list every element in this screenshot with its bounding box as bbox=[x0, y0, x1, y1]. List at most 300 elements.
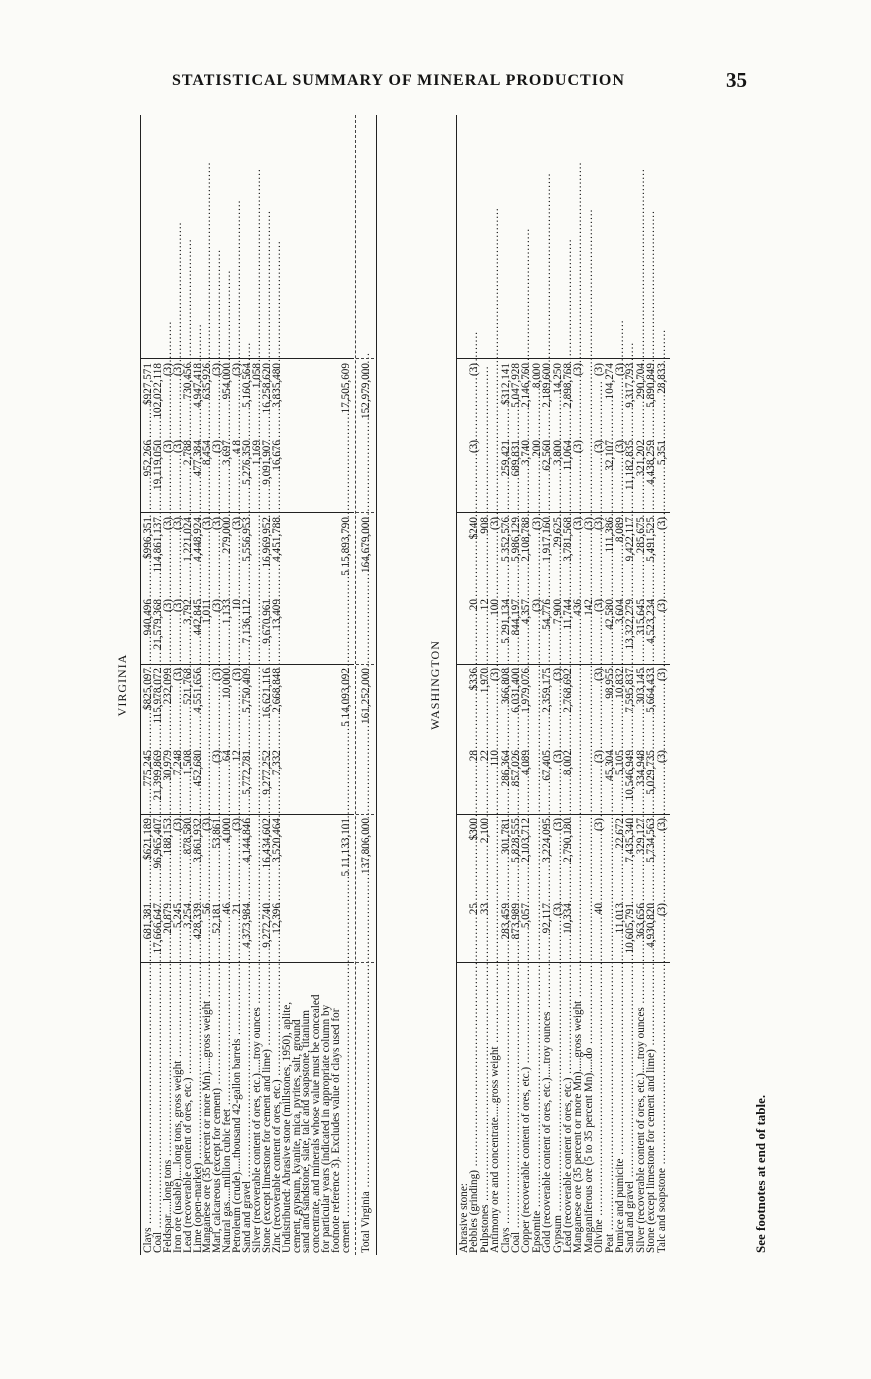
washington-cell: 857,026 bbox=[510, 750, 522, 787]
column-rule bbox=[356, 664, 374, 665]
virginia-cell: 10,000 bbox=[221, 668, 234, 699]
washington-cell: (3) bbox=[572, 517, 585, 531]
virginia-cell: 13,409 bbox=[270, 599, 283, 630]
washington-cell: (3) bbox=[593, 599, 606, 613]
washington-row-label: Pulpstones ..... bbox=[481, 963, 491, 1253]
washington-cell: 5 352,576 bbox=[499, 517, 512, 562]
washington-cell: (3) bbox=[593, 750, 606, 764]
virginia-row-label: Petroleum (crude).....thousand 42-gallon barrels ..... bbox=[233, 963, 243, 1253]
washington-cell: 100 bbox=[489, 599, 502, 616]
virginia-row-label: Silver (recoverable content of ores, etc.).....troy ounces ..... bbox=[253, 963, 263, 1253]
column-rule bbox=[140, 962, 354, 963]
column-rule bbox=[140, 512, 354, 513]
washington-cell: $300 bbox=[468, 818, 481, 841]
virginia-cell: 21,579,368 bbox=[151, 599, 164, 650]
virginia-total-row-label: Total Virginia ..... bbox=[362, 963, 372, 1253]
washington-cell: 259,421 bbox=[499, 440, 512, 477]
virginia-cell: 878,580 bbox=[181, 818, 194, 855]
virginia-cell: 52,181 bbox=[211, 903, 224, 934]
virginia-undistributed-row-label: for particular years (indicated in appropriate column by bbox=[320, 1004, 333, 1253]
virginia-total-cell: 152,979,000 bbox=[359, 363, 372, 419]
virginia-cell: 16,621,116 bbox=[260, 668, 273, 718]
virginia-cell: 5,245 bbox=[171, 903, 184, 929]
virginia-cell: 114,861,137 bbox=[151, 517, 164, 573]
washington-cell: 2,898,768 bbox=[562, 363, 574, 408]
virginia-undistributed-row-label: Undistributed: Abrasive stone (millstones, 1950), aplite, bbox=[280, 1001, 293, 1253]
virginia-undistributed-row-label: footnote reference 3). Excludes value of clays used for bbox=[330, 1008, 343, 1253]
virginia-cell: (3) bbox=[171, 599, 184, 613]
column-rule bbox=[456, 664, 670, 665]
virginia-cell: (3) bbox=[231, 517, 244, 531]
virginia-undistributed-cell: 17,505,609 bbox=[340, 363, 352, 414]
column-rule bbox=[456, 512, 670, 513]
virginia-cell: 16,434,602 bbox=[260, 818, 273, 869]
virginia-cell: 954,000 bbox=[221, 363, 234, 400]
washington-cell: 9,317,793 bbox=[624, 363, 637, 408]
washington-cell: 5,890,849 bbox=[645, 363, 658, 408]
virginia-cell: 17,666,647 bbox=[151, 903, 164, 954]
washington-cell: 29,625 bbox=[551, 517, 564, 548]
washington-cell: (3) bbox=[530, 517, 543, 531]
washington-cell: (3) bbox=[655, 599, 668, 613]
virginia-undistributed-row bbox=[342, 115, 352, 1255]
washington-cell: 5,664,433 bbox=[645, 668, 658, 713]
virginia-cell: 1,011 bbox=[201, 599, 214, 624]
virginia-cell: 5,276,350 bbox=[241, 440, 253, 485]
washington-cell: 3,224,095 bbox=[541, 818, 554, 863]
washington-cell: 2,189,600 bbox=[541, 363, 554, 408]
virginia-row-label: Natural gas.....million cubic feet ..... bbox=[223, 963, 233, 1253]
washington-cell: 1,970 bbox=[478, 668, 491, 694]
washington-cell: 110 bbox=[489, 750, 502, 767]
virginia-cell: 521,768 bbox=[181, 668, 194, 705]
virginia-cell: 1,133 bbox=[221, 599, 234, 625]
washington-row-label: Gold (recoverable content of ores, etc.).....troy ounces ..... bbox=[543, 963, 553, 1253]
washington-cell: 2,790,180 bbox=[562, 818, 574, 863]
washington-row bbox=[655, 115, 668, 1255]
washington-cell: 5 291,134 bbox=[499, 599, 512, 644]
virginia-row-label: Sand and gravel ..... bbox=[243, 963, 253, 1253]
washington-row-label: Lead (recoverable content of ores, etc.) ..... bbox=[564, 963, 574, 1253]
washington-cell: (3) bbox=[593, 440, 606, 454]
virginia-cell: 4 8 bbox=[231, 440, 244, 454]
washington-cell: 11,064 bbox=[562, 440, 574, 471]
column-rule bbox=[140, 358, 354, 359]
virginia-cell: 12,396 bbox=[270, 903, 283, 934]
washington-cell: 366,808 bbox=[499, 668, 512, 705]
column-rule bbox=[456, 962, 670, 963]
washington-cell: 873,989 bbox=[510, 903, 522, 940]
virginia-cell: 4,448,924 bbox=[191, 517, 204, 562]
washington-row-label: Gypsum ..... bbox=[554, 963, 564, 1253]
virginia-cell: 279,000 bbox=[221, 517, 234, 554]
washington-row-label: Peat ..... bbox=[606, 963, 616, 1253]
virginia-cell: 10 bbox=[231, 599, 244, 611]
virginia-cell: $825,097 bbox=[142, 668, 154, 710]
washington-cell: 5,105 bbox=[614, 750, 626, 776]
page-header bbox=[0, 68, 871, 96]
virginia-cell: 1,058 bbox=[250, 363, 263, 389]
virginia-cell: 5,750,409 bbox=[241, 668, 253, 713]
washington-cell: (3) bbox=[489, 668, 502, 682]
washington-cell: 3,604 bbox=[614, 599, 626, 625]
virginia-cell: 7,136,112 bbox=[241, 599, 253, 644]
virginia-cell: 4,551,656 bbox=[191, 668, 204, 713]
virginia-undistributed-row-label: cement ..... bbox=[342, 963, 352, 1253]
washington-row-label: Olivine ..... bbox=[595, 963, 605, 1253]
virginia-cell: 3,861,932 bbox=[191, 818, 204, 863]
virginia-table bbox=[140, 115, 420, 1255]
virginia-cell: $927,571 bbox=[142, 363, 154, 405]
virginia-cell: 1,169 bbox=[250, 440, 263, 466]
washington-row-label: Copper (recoverable content of ores, etc.) ..... bbox=[522, 963, 532, 1253]
washington-title: WASHINGTON bbox=[428, 640, 442, 730]
virginia-cell: 5,556,953 bbox=[241, 517, 253, 562]
washington-cell: 20 bbox=[468, 599, 481, 611]
washington-cell: 142 bbox=[582, 599, 595, 616]
virginia-cell: (3) bbox=[211, 363, 224, 377]
washington-cell: 12 bbox=[478, 599, 491, 611]
washington-cell: 5,047,928 bbox=[510, 363, 522, 408]
washington-cell: 67,405 bbox=[541, 750, 554, 781]
washington-cell: 7,900 bbox=[551, 599, 564, 625]
washington-cell: 14,250 bbox=[551, 363, 564, 394]
virginia-cell: 7,332 bbox=[270, 750, 283, 776]
washington-cell: 436 bbox=[572, 599, 585, 616]
virginia-cell: 4,144,846 bbox=[241, 818, 253, 863]
washington-cell: 11,744 bbox=[562, 599, 574, 630]
washington-cell: 5,057 bbox=[520, 903, 533, 929]
washington-cell: $240 bbox=[468, 517, 481, 540]
virginia-cell: 9,277,252 bbox=[260, 750, 273, 795]
virginia-total-cell: 164,679,000 bbox=[359, 517, 372, 573]
virginia-cell: 96,965,407 bbox=[151, 818, 164, 869]
washington-cell: 4,357 bbox=[520, 599, 533, 625]
virginia-cell: (3) bbox=[201, 818, 214, 832]
virginia-cell: $996,351 bbox=[142, 517, 154, 559]
washington-cell: 334,948 bbox=[634, 750, 647, 787]
washington-cell: 22,672 bbox=[614, 818, 626, 849]
washington-cell: 10,605,791 bbox=[624, 903, 637, 954]
washington-cell: 285,675 bbox=[634, 517, 647, 554]
washington-cell: 5,029,735 bbox=[645, 750, 658, 795]
washington-cell: 92,117 bbox=[541, 903, 554, 934]
washington-cell: 689,831 bbox=[510, 440, 522, 477]
washington-cell: 22 bbox=[478, 750, 491, 762]
washington-cell: 301,781 bbox=[499, 818, 512, 855]
washington-cell: 3,740 bbox=[520, 440, 533, 466]
column-rule bbox=[356, 814, 374, 815]
washington-cell: 8,002 bbox=[562, 750, 574, 776]
washington-cell: 25 bbox=[468, 903, 481, 915]
virginia-cell: 16,676 bbox=[270, 440, 283, 471]
washington-row-label: Clays ..... bbox=[502, 963, 512, 1253]
virginia-cell: 681,381 bbox=[142, 903, 154, 940]
running-title: STATISTICAL SUMMARY OF MINERAL PRODUCTION bbox=[172, 72, 625, 89]
virginia-cell: 9,272,740 bbox=[260, 903, 273, 948]
virginia-cell: 4,947,418 bbox=[191, 363, 204, 408]
virginia-row-label: Stone (except limestone for cement and lime) ..... bbox=[263, 963, 273, 1253]
washington-cell: (3) bbox=[572, 440, 585, 454]
washington-cell: 1,917,160 bbox=[541, 517, 554, 562]
virginia-total-cell: 161,252,000 bbox=[359, 668, 372, 724]
virginia-cell: (3) bbox=[211, 750, 224, 764]
washington-cell: 3,781,568 bbox=[562, 517, 574, 562]
rotated-table bbox=[104, 115, 754, 1255]
virginia-cell: (3) bbox=[201, 517, 214, 531]
virginia-cell: 9,670,961 bbox=[260, 599, 273, 644]
virginia-cell: 940,496 bbox=[142, 599, 154, 636]
virginia-cell: (3) bbox=[171, 363, 184, 377]
washington-cell: (3) bbox=[614, 440, 626, 454]
washington-row-label: Silver (recoverable content of ores, etc.).....troy ounces ..... bbox=[637, 963, 647, 1253]
virginia-cell: (3) bbox=[161, 517, 174, 531]
virginia-cell: (3) bbox=[171, 818, 184, 832]
virginia-cell: (3) bbox=[211, 440, 224, 454]
column-rule bbox=[140, 814, 354, 815]
washington-cell: 908 bbox=[478, 517, 491, 534]
column-rule bbox=[456, 358, 670, 359]
washington-cell: 5,734,563 bbox=[645, 818, 658, 863]
washington-cell: (3) bbox=[551, 750, 564, 764]
virginia-cell: 3,254 bbox=[181, 903, 194, 929]
washington-cell: 9,422,117 bbox=[624, 517, 637, 562]
column-rule bbox=[356, 962, 374, 963]
virginia-row-label: Marl, calcareous (except for cement) ..... bbox=[213, 963, 223, 1253]
page-number: 35 bbox=[726, 68, 747, 92]
washington-row-label: Manganiferous ore (5 to 35 percent Mn).....do ..... bbox=[585, 963, 595, 1253]
washington-row-label: Stone (except limestone for cement and lime) ..... bbox=[647, 963, 657, 1253]
virginia-undistributed-cell: 5 15,893,790 bbox=[340, 517, 352, 576]
washington-cell: 286,364 bbox=[499, 750, 512, 787]
virginia-row-label: Lime (open-market) ..... bbox=[194, 963, 204, 1253]
row-rule bbox=[456, 115, 457, 1255]
virginia-cell: (3) bbox=[211, 517, 224, 531]
virginia-cell: (3) bbox=[171, 668, 184, 682]
virginia-row-label: Iron ore (usable).....long tons, gross weight ..... bbox=[174, 963, 184, 1253]
virginia-cell: 4,000 bbox=[221, 818, 234, 844]
washington-cell: 2,108,788 bbox=[520, 517, 533, 562]
footnote-text: See footnotes at end of table. bbox=[753, 1094, 768, 1253]
washington-cell: 42,580 bbox=[603, 599, 616, 630]
washington-cell: 11,013 bbox=[614, 903, 626, 934]
virginia-cell: (3) bbox=[211, 599, 224, 613]
washington-cell: 2,103,712 bbox=[520, 818, 533, 863]
virginia-row-label: Coal ..... bbox=[154, 963, 164, 1253]
washington-cell: 4,523,234 bbox=[645, 599, 658, 644]
virginia-cell: 102,022,118 bbox=[151, 363, 164, 419]
virginia-cell: 64 bbox=[221, 750, 234, 762]
virginia-cell: 188,153 bbox=[161, 818, 174, 855]
virginia-cell: 428,339 bbox=[191, 903, 204, 940]
row-rule bbox=[355, 115, 356, 1255]
washington-cell: 5,351 bbox=[655, 440, 668, 466]
virginia-row-label: Clays ..... bbox=[144, 963, 154, 1253]
virginia-cell: 5,160,564 bbox=[241, 363, 253, 408]
virginia-cell: 3,792 bbox=[181, 599, 194, 625]
virginia-title: VIRGINIA bbox=[115, 653, 129, 717]
virginia-cell: 775,245 bbox=[142, 750, 154, 787]
column-rule bbox=[456, 814, 670, 815]
washington-cell: 10,546,949 bbox=[624, 750, 637, 801]
washington-cell: 3,800 bbox=[551, 440, 564, 466]
washington-cell: 54,776 bbox=[541, 599, 554, 630]
washington-cell: (3) bbox=[593, 668, 606, 682]
virginia-cell: 477,384 bbox=[191, 440, 204, 477]
washington-cell: 4,930,820 bbox=[645, 903, 658, 948]
row-rule bbox=[140, 115, 141, 1255]
washington-cell: 7,595,837 bbox=[624, 668, 637, 713]
virginia-cell: 3,697 bbox=[221, 440, 234, 466]
washington-row-label: Pumice and pumicite ..... bbox=[616, 963, 626, 1253]
washington-cell: 8,089 bbox=[614, 517, 626, 543]
washington-row-label: Epsomite ..... bbox=[533, 963, 543, 1253]
washington-cell: 5,828,555 bbox=[510, 818, 522, 863]
washington-cell: 40 bbox=[593, 903, 606, 915]
washington-cell: (3) bbox=[655, 818, 668, 832]
washington-row-label: Coal ..... bbox=[512, 963, 522, 1253]
washington-cell: 2,100 bbox=[478, 818, 491, 844]
virginia-cell: 19,119,050 bbox=[151, 440, 164, 490]
virginia-undistributed-row-label: sand and sandstone, slate, talc and soapstone, titanium bbox=[300, 1010, 313, 1253]
washington-cell: 2,146,760 bbox=[520, 363, 533, 408]
washington-cell: 4,438,259 bbox=[645, 440, 658, 485]
washington-cell: (3) bbox=[655, 750, 668, 764]
washington-row-label: Abrasive stone: bbox=[458, 1183, 470, 1253]
washington-cell: 2,359,175 bbox=[541, 668, 554, 713]
virginia-undistributed-cell: 5 14,093,092 bbox=[340, 668, 352, 727]
column-rule bbox=[140, 664, 354, 665]
washington-cell: (3) bbox=[468, 440, 481, 454]
virginia-cell: 1,221,024 bbox=[181, 517, 194, 562]
virginia-cell: 4,373,984 bbox=[241, 903, 253, 948]
virginia-cell: 2,668,848 bbox=[270, 668, 283, 713]
virginia-cell: (3) bbox=[231, 818, 244, 832]
washington-cell: (3) bbox=[530, 599, 543, 613]
washington-cell: 321,202 bbox=[634, 440, 647, 477]
virginia-cell: 7,248 bbox=[171, 750, 184, 776]
virginia-cell: 8,454 bbox=[201, 440, 214, 466]
washington-cell: 11,182,835 bbox=[624, 440, 637, 490]
virginia-cell: 452,680 bbox=[191, 750, 204, 787]
virginia-cell: 115,978,072 bbox=[151, 668, 164, 724]
washington-cell: 4,089 bbox=[520, 750, 533, 776]
washington-cell: $312,141 bbox=[499, 363, 512, 405]
virginia-cell: 730,456 bbox=[181, 363, 194, 400]
washington-cell: (3) bbox=[572, 363, 585, 377]
washington-cell: 2,768,692 bbox=[562, 668, 574, 713]
virginia-cell: 2,788 bbox=[181, 440, 194, 466]
virginia-cell: 1,508 bbox=[181, 750, 194, 776]
washington-cell: 5,491,525 bbox=[645, 517, 658, 562]
virginia-undistributed-cell: 5 11,133,101 bbox=[340, 818, 352, 877]
washington-cell: (3) bbox=[582, 517, 595, 531]
virginia-cell: 3,835,480 bbox=[270, 363, 283, 408]
washington-row-label: Pebbles (grinding) ..... bbox=[470, 963, 480, 1253]
virginia-row-label: Manganese ore (35 percent or more Mn).....gross weight ..... bbox=[203, 963, 213, 1253]
washington-row-label: Manganese ore (35 percent or more Mn).....gross weight ..... bbox=[574, 963, 584, 1253]
washington-cell: 111,386 bbox=[603, 517, 616, 553]
virginia-cell: (3) bbox=[161, 599, 174, 613]
virginia-cell: (3) bbox=[161, 440, 174, 454]
virginia-cell: 5,772,781 bbox=[241, 750, 253, 795]
virginia-cell: 21 bbox=[231, 903, 244, 915]
virginia-cell: 442,845 bbox=[191, 599, 204, 636]
virginia-row-label: Lead (recoverable content of ores, etc.) ..... bbox=[184, 963, 194, 1253]
washington-table bbox=[456, 115, 686, 1255]
virginia-cell: 30,979 bbox=[161, 750, 174, 781]
washington-cell: 33 bbox=[478, 903, 491, 915]
washington-cell: (3) bbox=[655, 517, 668, 531]
virginia-row-label: Feldspar.....long tons ..... bbox=[164, 963, 174, 1253]
column-rule bbox=[356, 512, 374, 513]
washington-cell: 303,145 bbox=[634, 668, 647, 705]
washington-cell: 1,979,076 bbox=[520, 668, 533, 713]
virginia-cell: 16,969,952 bbox=[260, 517, 273, 568]
washington-cell: $336 bbox=[468, 668, 481, 691]
virginia-cell: 21,399,869 bbox=[151, 750, 164, 801]
washington-cell: (3) bbox=[489, 517, 502, 531]
virginia-cell: 4,451,788 bbox=[270, 517, 283, 562]
virginia-cell: 53,861 bbox=[211, 818, 224, 849]
washington-cell: 290,704 bbox=[634, 363, 647, 400]
virginia-cell: 3,520,464 bbox=[270, 818, 283, 863]
virginia-row-label: Zinc (recoverable content of ores, etc.) ..... bbox=[273, 963, 283, 1253]
washington-cell: (3) bbox=[614, 363, 626, 377]
washington-row-label: Sand and gravel ..... bbox=[626, 963, 636, 1253]
virginia-cell: 16,258,620 bbox=[260, 363, 273, 414]
washington-cell: (3) bbox=[551, 903, 564, 917]
washington-cell: 200 bbox=[530, 440, 543, 457]
virginia-cell: (3) bbox=[231, 668, 244, 682]
virginia-cell: 12 bbox=[231, 750, 244, 762]
washington-cell: 844,197 bbox=[510, 599, 522, 636]
virginia-cell: 952,266 bbox=[142, 440, 154, 477]
washington-cell: 98,955 bbox=[603, 668, 616, 699]
virginia-total-row bbox=[359, 115, 372, 1255]
washington-cell: 10,334 bbox=[562, 903, 574, 934]
row-rule bbox=[376, 115, 377, 1255]
virginia-cell: 20,879 bbox=[161, 903, 174, 934]
virginia-cell: (3) bbox=[171, 517, 184, 531]
washington-cell: 7,435,340 bbox=[624, 818, 637, 863]
washington-cell: 13,322,279 bbox=[624, 599, 637, 650]
washington-cell: 32,107 bbox=[603, 440, 616, 471]
washington-cell: (3) bbox=[593, 818, 606, 832]
column-rule bbox=[356, 358, 374, 359]
virginia-cell: (3) bbox=[211, 668, 224, 682]
washington-cell: 5,986,129 bbox=[510, 517, 522, 562]
washington-cell: 329,127 bbox=[634, 818, 647, 855]
virginia-cell: 635,926 bbox=[201, 363, 214, 400]
virginia-cell: 232,099 bbox=[161, 668, 174, 705]
virginia-cell: (3) bbox=[161, 363, 174, 377]
washington-cell: (3) bbox=[655, 668, 668, 682]
washington-cell: (3) bbox=[551, 668, 564, 682]
virginia-cell: $621,189 bbox=[142, 818, 154, 860]
washington-cell: 10,832 bbox=[614, 668, 626, 699]
virginia-undistributed-row-label: concentrate, and minerals whose value must be concealed bbox=[310, 994, 323, 1253]
washington-cell: (3) bbox=[593, 517, 606, 531]
virginia-cell: 56 bbox=[201, 903, 214, 915]
washington-row-label: Antimony ore and concentrate.....gross weight ..... bbox=[491, 963, 501, 1253]
washington-cell: (3) bbox=[655, 903, 668, 917]
virginia-undistributed-row-label: cement, gypsum, kyanite, mica, pyrites, salt, ground bbox=[290, 1019, 303, 1253]
washington-cell: 6,031,400 bbox=[510, 668, 522, 713]
washington-cell: 28 bbox=[468, 750, 481, 762]
washington-cell: 104,274 bbox=[603, 363, 616, 400]
washington-cell: 283,459 bbox=[499, 903, 512, 940]
